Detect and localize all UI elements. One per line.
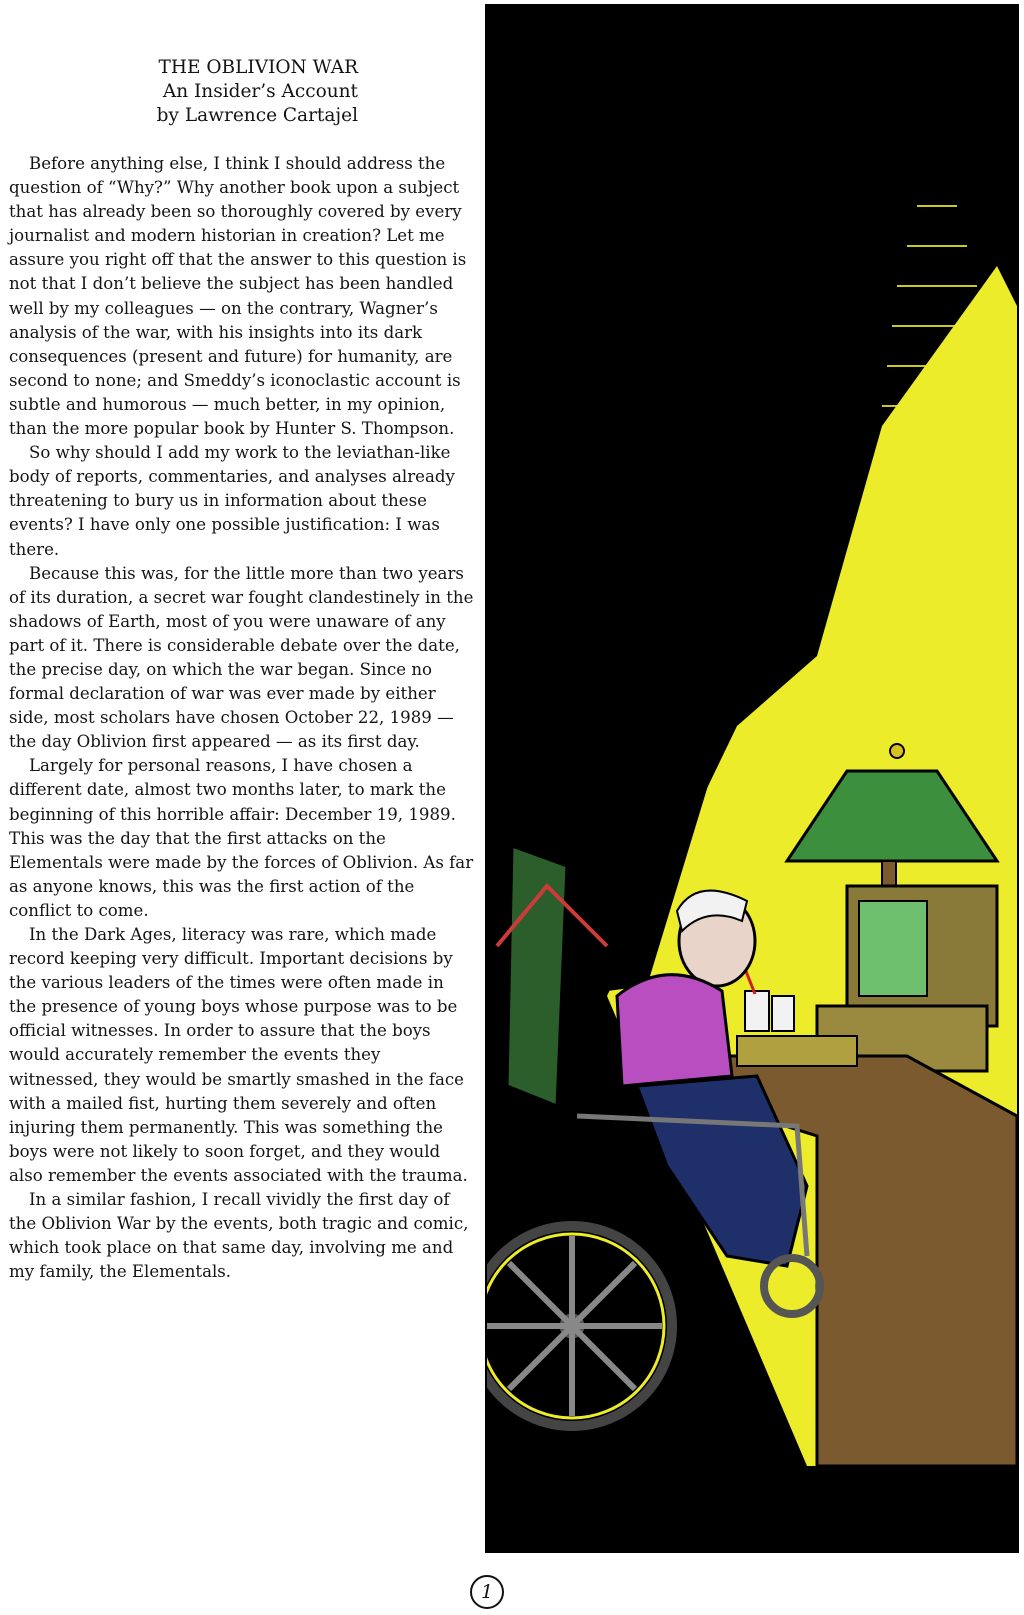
article-subtitle: An Insider’s Account: [162, 81, 358, 102]
article-body: [9, 152, 474, 1284]
article-paragraph: In the Dark Ages, literacy was rare, which made record keeping very difficult. Important decisions by the various leaders of the times were often made in the presence of young boys whose purpose was to be official witnesses. In order to assure that the boys would accurately remember the events they witnessed, they would be smartly smashed in the face with a mailed fist, hurting them severely and often injuring them permanently. This was something the boys were not likely to soon forget, and they would also remember the events associated with the trauma.: [9, 925, 468, 1185]
article-byline: by Lawrence Cartajel: [156, 105, 358, 126]
page-number: 1: [470, 1575, 504, 1609]
article-paragraph: Largely for personal reasons, I have chosen a different date, almost two months later, to mark the beginning of this horrible affair: December 19, 1989. This was the day that the first attacks on the Elementals were made by the forces of Oblivion. As far as anyone knows, this was the first action of the conflict to come.: [9, 756, 474, 920]
comic-illustration-panel: [485, 4, 1019, 1553]
article-title: THE OBLIVION WAR: [158, 57, 358, 78]
article-paragraph: Because this was, for the little more than two years of its duration, a secret war fought clandestinely in the shadows of Earth, most of you were unaware of any part of it. There is considerable debate over the date, the precise day, on which the war began. Since no formal declaration of war was ever made by either side, most scholars have chosen October 22, 1989 — the day Oblivion first appeared — as its first day.: [9, 563, 474, 752]
illustration-artwork: [487, 6, 1017, 1551]
article-paragraph: So why should I add my work to the leviathan-like body of reports, commentaries, and analyses already threatening to bury us in information about these events? I have only one possible justification: I was there.: [9, 443, 455, 559]
drinking-cup: [745, 991, 769, 1031]
article-paragraph: In a similar fashion, I recall vividly the first day of the Oblivion War by the events, both tragic and comic, which took place on that same day, involving me and my family, the Elementals.: [9, 1190, 469, 1282]
article-paragraph: Before anything else, I think I should address the question of “Why?” Why another book upon a subject that has already been so thoroughly covered by every journalist and modern historian in creation? Let me assure you right off that the answer to this question is not that I don’t believe the subject has been handled well by my colleagues — on the contrary, Wagner’s analysis of the war, with his insights into its dark consequences (present and future) for humanity, are second to none; and Smeddy’s iconoclastic account is subtle and humorous — much better, in my opinion, than the more popular book by Hunter S. Thompson.: [9, 154, 467, 439]
article-header: [118, 56, 358, 128]
